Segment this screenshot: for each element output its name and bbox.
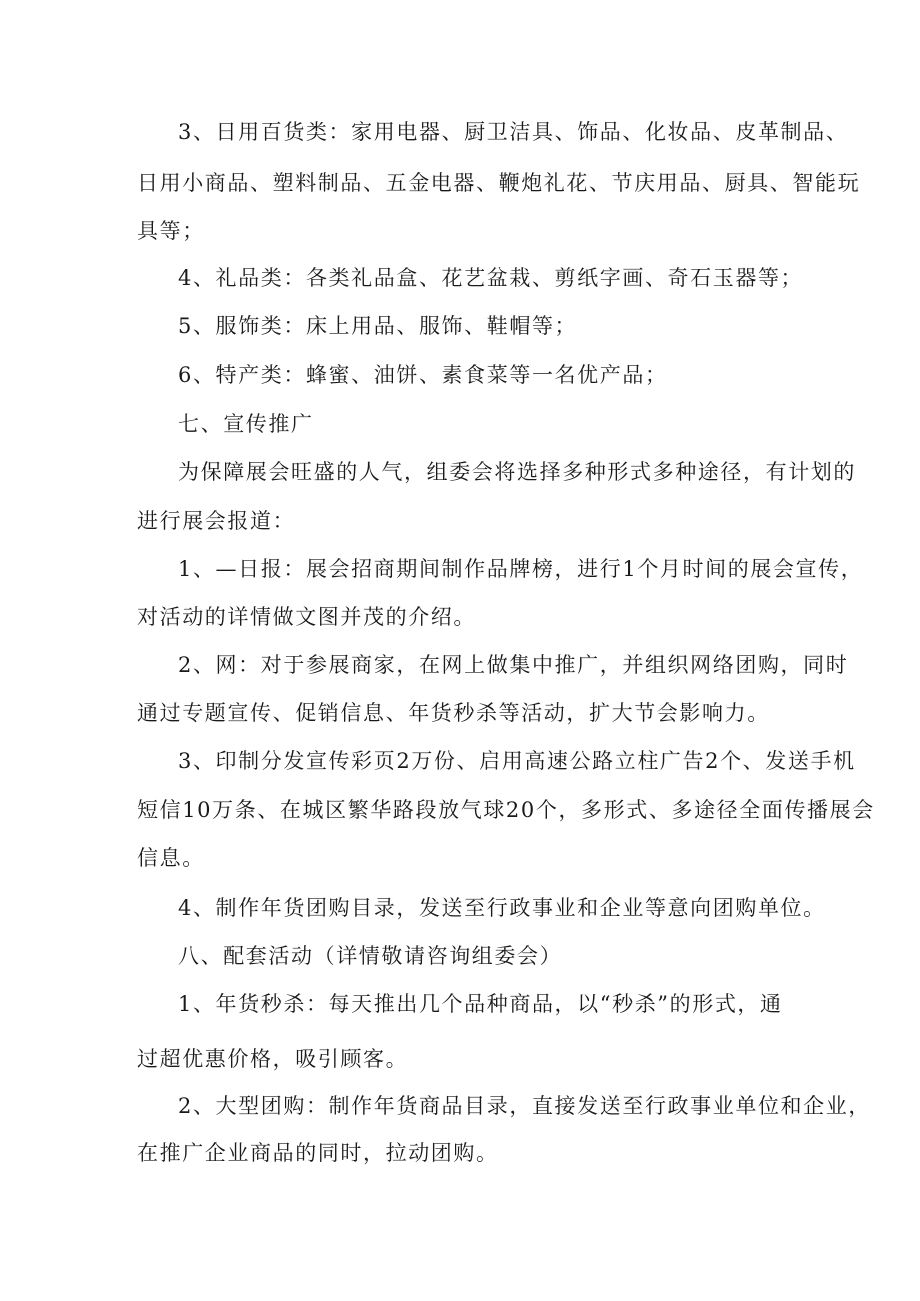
text-line: 4、礼品类：各类礼品盒、花艺盆栽、剪纸字画、奇石玉器等；	[178, 266, 804, 290]
text-line: 5、服饰类：床上用品、服饰、鞋帽等；	[178, 314, 578, 338]
text-line: 1、—日报：展会招商期间制作品牌榜，进行1个月时间的展会宣传，	[178, 557, 864, 581]
text-line: 进行展会报道：	[137, 509, 296, 533]
section-heading: 七、宣传推广	[178, 412, 314, 436]
text-line: 1、年货秒杀：每天推出几个品种商品，以“秒杀”的形式，通	[178, 992, 783, 1016]
text-line: 6、特产类：蜂蜜、油饼、素食菜等一名优产品；	[178, 363, 668, 387]
text-line: 3、日用百货类：家用电器、厨卫洁具、饰品、化妆品、皮革制品、	[178, 120, 849, 144]
text-line: 日用小商品、塑料制品、五金电器、鞭炮礼花、节庆用品、厨具、智能玩	[137, 171, 861, 195]
text-line: 2、网：对于参展商家，在网上做集中推广，并组织网络团购，同时	[178, 653, 849, 677]
text-line: 2、大型团购：制作年货商品目录，直接发送至行政事业单位和企业，	[178, 1094, 871, 1118]
text-line: 对活动的详情做文图并茂的介绍。	[137, 605, 476, 629]
text-line: 过超优惠价格，吸引顾客。	[137, 1047, 409, 1071]
text-line: 4、制作年货团购目录，发送至行政事业和企业等意向团购单位。	[178, 896, 826, 920]
text-line: 在推广企业商品的同时，拉动团购。	[137, 1141, 499, 1165]
text-line: 通过专题宣传、促销信息、年货秒杀等活动，扩大节会影响力。	[137, 701, 770, 725]
text-line: 具等；	[137, 219, 205, 243]
text-line: 为保障展会旺盛的人气，组委会将选择多种形式多种途径，有计划的	[178, 460, 856, 484]
section-heading: 八、配套活动（详情敬请咨询组委会）	[178, 944, 563, 968]
text-line: 短信10万条、在城区繁华路段放气球20个，多形式、多途径全面传播展会	[137, 798, 875, 822]
text-line: 3、印制分发宣传彩页2万份、启用高速公路立柱广告2个、发送手机	[178, 749, 856, 773]
text-line: 信息。	[137, 846, 205, 870]
